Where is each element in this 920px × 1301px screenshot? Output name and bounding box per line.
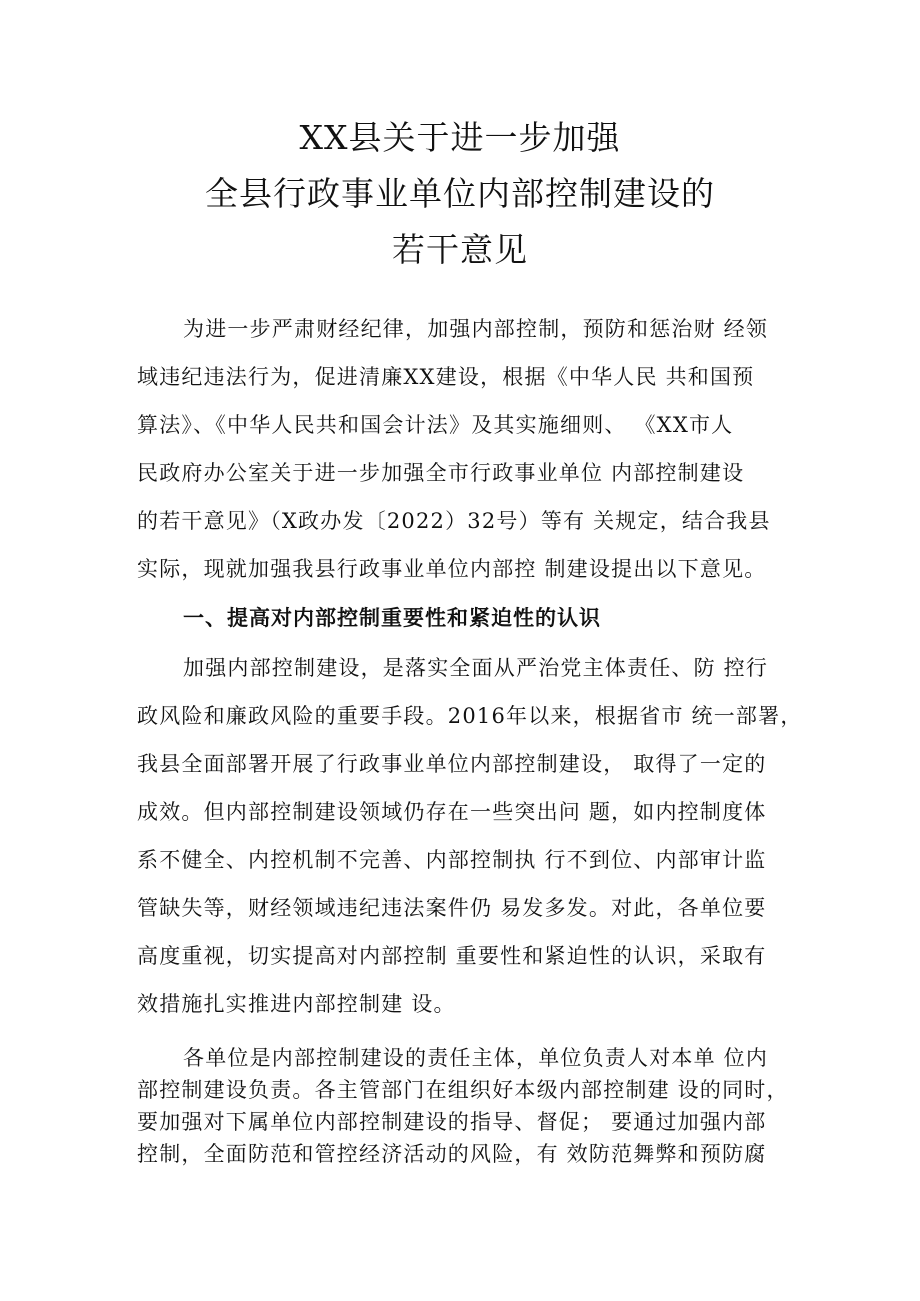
paragraph3-line: 部控制建设负责。各主管部门在组织好本级内部控制建 设的同时，: [137, 1078, 789, 1102]
title-line-2: 全县行政事业单位内部控制建设的: [205, 174, 715, 213]
paragraph1-line: 为进一步严肃财经纪律，加强内部控制，预防和惩治财 经领: [183, 317, 769, 341]
paragraph2-line: 高度重视，切实提高对内部控制 重要性和紧迫性的认识，采取有: [137, 944, 767, 968]
paragraph2-line: 成效。但内部控制建设领域仍存在一些突出问 题，如内控制度体: [137, 800, 767, 824]
paragraph3-line: 控制，全面防范和管控经济活动的风险，有 效防范舞弊和预防腐: [137, 1142, 767, 1166]
paragraph2-line: 我县全面部署开展了行政事业单位内部控制建设， 取得了一定的: [137, 752, 767, 776]
paragraph2-line: 加强内部控制建设，是落实全面从严治党主体责任、防 控行: [183, 656, 769, 680]
paragraph2-line: 效措施扎实推进内部控制建 设。: [137, 992, 456, 1016]
paragraph1-line: 域违纪违法行为，促进清廉XX建设，根据《中华人民 共和国预: [137, 365, 755, 389]
paragraph2-line: 政风险和廉政风险的重要手段。2016年以来，根据省市 统一部署，: [137, 704, 803, 728]
paragraph2-line: 管缺失等，财经领域违纪违法案件仍 易发多发。对此，各单位要: [137, 896, 767, 920]
paragraph1-line: 的若干意见》（X政办发〔2022）32号）等有 关规定，结合我县: [137, 509, 771, 533]
paragraph3-line: 要加强对下属单位内部控制建设的指导、督促； 要通过加强内部: [137, 1110, 767, 1134]
title-line-1: XX县关于进一步加强: [299, 118, 621, 157]
title-line-3: 若干意见: [392, 230, 528, 269]
paragraph1-line: 民政府办公室关于进一步加强全市行政事业单位 内部控制建设: [137, 461, 745, 485]
document-title: [0, 110, 920, 278]
section1-heading: 一、提高对内部控制重要性和紧迫性的认识: [183, 606, 601, 630]
paragraph1-line: 算法》、《中华人民共和国会计法》及其实施细则、 《XX市人: [137, 413, 734, 437]
paragraph2-line: 系不健全、内控机制不完善、内部控制执 行不到位、内部审计监: [137, 848, 767, 872]
paragraph3-line: 各单位是内部控制建设的责任主体，单位负责人对本单 位内: [183, 1046, 769, 1070]
paragraph1-line: 实际，现就加强我县行政事业单位内部控 制建设提出以下意见。: [137, 557, 767, 581]
